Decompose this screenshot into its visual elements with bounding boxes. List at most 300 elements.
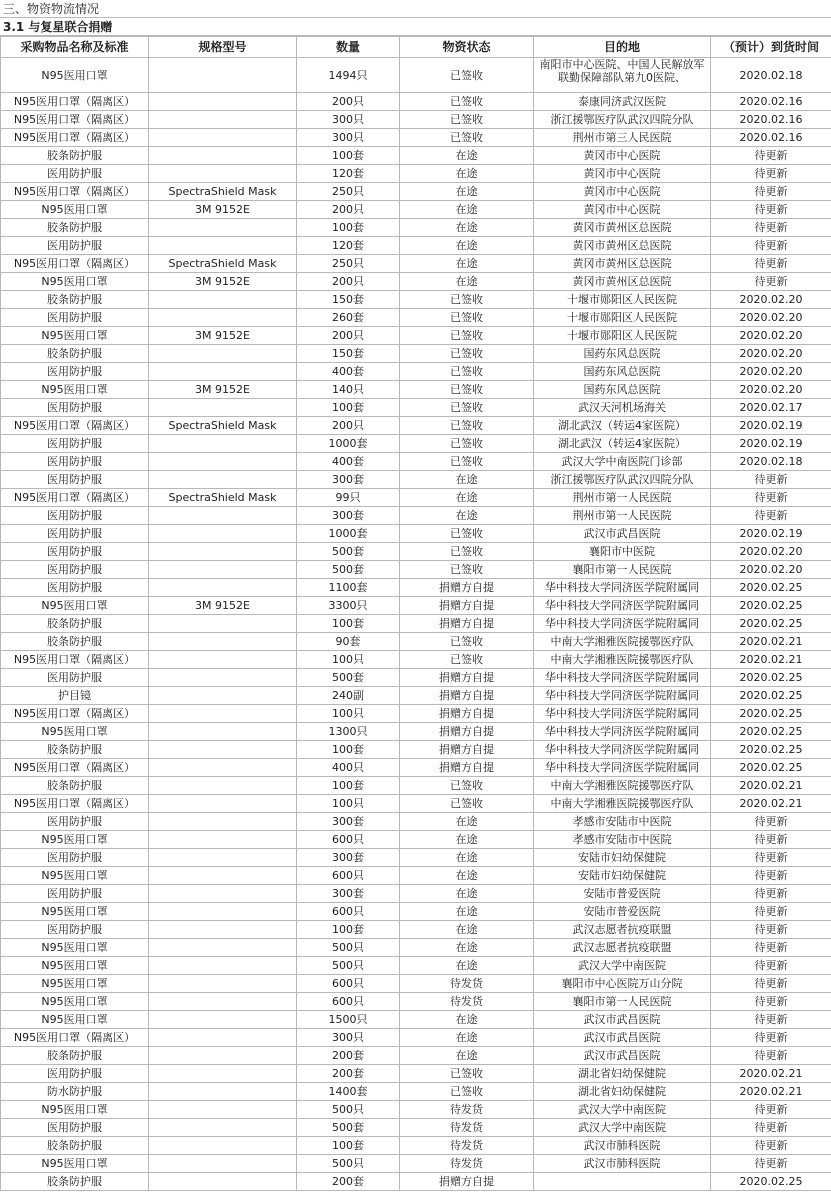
cell-destination: 安陆市普爱医院 — [534, 885, 711, 903]
cell-spec — [149, 939, 297, 957]
cell-destination: 泰康同济武汉医院 — [534, 93, 711, 111]
cell-item: N95医用口罩 — [1, 1011, 149, 1029]
cell-quantity: 1000套 — [297, 525, 400, 543]
cell-item: N95医用口罩（隔离区） — [1, 255, 149, 273]
cell-arrival: 待更新 — [711, 939, 831, 957]
cell-status: 已签收 — [400, 327, 534, 345]
cell-spec: SpectraShield Mask — [149, 489, 297, 507]
cell-item: 胶条防护服 — [1, 777, 149, 795]
cell-spec — [149, 687, 297, 705]
cell-spec — [149, 291, 297, 309]
cell-item: 医用防护服 — [1, 309, 149, 327]
cell-arrival: 2020.02.25 — [711, 1173, 831, 1191]
cell-status: 捐赠方自提 — [400, 687, 534, 705]
table-row — [1, 669, 831, 687]
cell-item: 医用防护服 — [1, 543, 149, 561]
cell-destination: 黄冈市黄州区总医院 — [534, 273, 711, 291]
cell-quantity: 100套 — [297, 741, 400, 759]
cell-arrival: 2020.02.17 — [711, 399, 831, 417]
cell-quantity: 100只 — [297, 795, 400, 813]
cell-destination: 国药东风总医院 — [534, 381, 711, 399]
cell-item: N95医用口罩（隔离区） — [1, 759, 149, 777]
cell-item: 医用防护服 — [1, 579, 149, 597]
cell-status: 已签收 — [400, 363, 534, 381]
cell-arrival: 待更新 — [711, 1047, 831, 1065]
cell-quantity: 120套 — [297, 237, 400, 255]
table-row — [1, 363, 831, 381]
cell-quantity: 600只 — [297, 975, 400, 993]
cell-arrival: 2020.02.25 — [711, 687, 831, 705]
cell-item: 防水防护服 — [1, 1083, 149, 1101]
cell-item: N95医用口罩 — [1, 1155, 149, 1173]
cell-arrival: 待更新 — [711, 885, 831, 903]
cell-quantity: 200只 — [297, 273, 400, 291]
cell-destination: 孝感市安陆市中医院 — [534, 813, 711, 831]
table-row — [1, 273, 831, 291]
cell-destination: 华中科技大学同济医学院附属同 — [534, 687, 711, 705]
table-row — [1, 741, 831, 759]
table-row — [1, 417, 831, 435]
cell-destination: 武汉市武昌医院 — [534, 525, 711, 543]
cell-status: 在途 — [400, 201, 534, 219]
cell-quantity: 300只 — [297, 111, 400, 129]
cell-spec — [149, 741, 297, 759]
cell-item: 胶条防护服 — [1, 219, 149, 237]
cell-destination: 黄冈市黄州区总医院 — [534, 255, 711, 273]
cell-quantity: 260套 — [297, 309, 400, 327]
cell-arrival: 2020.02.25 — [711, 615, 831, 633]
header-quantity: 数量 — [297, 37, 400, 58]
table-header-row — [1, 37, 831, 58]
cell-item: 医用防护服 — [1, 813, 149, 831]
cell-spec — [149, 165, 297, 183]
table-row — [1, 129, 831, 147]
cell-destination: 武汉市肺科医院 — [534, 1137, 711, 1155]
cell-quantity: 1400套 — [297, 1083, 400, 1101]
cell-quantity: 99只 — [297, 489, 400, 507]
cell-arrival: 待更新 — [711, 903, 831, 921]
cell-item: N95医用口罩（隔离区） — [1, 651, 149, 669]
cell-arrival: 2020.02.20 — [711, 381, 831, 399]
cell-status: 在途 — [400, 921, 534, 939]
cell-arrival: 2020.02.21 — [711, 651, 831, 669]
table-row — [1, 471, 831, 489]
cell-item: 胶条防护服 — [1, 1137, 149, 1155]
cell-destination: 安陆市普爱医院 — [534, 903, 711, 921]
table-row — [1, 615, 831, 633]
table-row — [1, 813, 831, 831]
cell-arrival: 待更新 — [711, 201, 831, 219]
cell-destination: 武汉市武昌医院 — [534, 1011, 711, 1029]
logistics-table — [0, 36, 831, 1191]
cell-status: 待发货 — [400, 1101, 534, 1119]
cell-status: 已签收 — [400, 345, 534, 363]
cell-spec — [149, 111, 297, 129]
cell-arrival: 2020.02.16 — [711, 93, 831, 111]
cell-status: 在途 — [400, 237, 534, 255]
cell-spec — [149, 723, 297, 741]
cell-destination: 武汉天河机场海关 — [534, 399, 711, 417]
cell-quantity: 240副 — [297, 687, 400, 705]
cell-spec — [149, 219, 297, 237]
cell-arrival: 待更新 — [711, 1119, 831, 1137]
cell-destination: 华中科技大学同济医学院附属同 — [534, 741, 711, 759]
cell-status: 在途 — [400, 507, 534, 525]
cell-spec — [149, 885, 297, 903]
cell-destination: 武汉市肺科医院 — [534, 1155, 711, 1173]
cell-item: 胶条防护服 — [1, 633, 149, 651]
cell-arrival: 待更新 — [711, 165, 831, 183]
cell-status: 捐赠方自提 — [400, 615, 534, 633]
cell-item: N95医用口罩（隔离区） — [1, 129, 149, 147]
cell-destination: 孝感市安陆市中医院 — [534, 831, 711, 849]
cell-spec — [149, 543, 297, 561]
cell-quantity: 600只 — [297, 867, 400, 885]
cell-spec — [149, 561, 297, 579]
cell-arrival: 待更新 — [711, 831, 831, 849]
cell-status: 已签收 — [400, 435, 534, 453]
table-row — [1, 561, 831, 579]
cell-status: 在途 — [400, 813, 534, 831]
cell-destination: 中南大学湘雅医院援鄂医疗队 — [534, 777, 711, 795]
cell-status: 在途 — [400, 1047, 534, 1065]
cell-arrival: 待更新 — [711, 957, 831, 975]
table-row — [1, 579, 831, 597]
cell-quantity: 300套 — [297, 885, 400, 903]
cell-quantity: 1300只 — [297, 723, 400, 741]
cell-quantity: 150套 — [297, 345, 400, 363]
table-row — [1, 633, 831, 651]
cell-arrival: 2020.02.20 — [711, 327, 831, 345]
cell-spec — [149, 1011, 297, 1029]
cell-destination: 武汉大学中南医院门诊部 — [534, 453, 711, 471]
cell-status: 捐赠方自提 — [400, 759, 534, 777]
cell-arrival: 2020.02.21 — [711, 795, 831, 813]
table-row — [1, 1173, 831, 1191]
cell-quantity: 300只 — [297, 129, 400, 147]
table-row — [1, 777, 831, 795]
cell-arrival: 待更新 — [711, 219, 831, 237]
cell-quantity: 500套 — [297, 669, 400, 687]
cell-status: 在途 — [400, 1011, 534, 1029]
cell-arrival: 待更新 — [711, 1155, 831, 1173]
cell-status: 在途 — [400, 1029, 534, 1047]
cell-destination: 华中科技大学同济医学院附属同 — [534, 705, 711, 723]
cell-spec — [149, 975, 297, 993]
cell-spec — [149, 363, 297, 381]
table-row — [1, 1101, 831, 1119]
cell-status: 在途 — [400, 219, 534, 237]
cell-arrival: 2020.02.18 — [711, 58, 831, 93]
cell-arrival: 2020.02.21 — [711, 1065, 831, 1083]
cell-quantity: 500只 — [297, 1155, 400, 1173]
table-row — [1, 237, 831, 255]
cell-spec — [149, 849, 297, 867]
cell-spec — [149, 651, 297, 669]
cell-spec — [149, 1173, 297, 1191]
cell-arrival: 2020.02.25 — [711, 597, 831, 615]
cell-item: N95医用口罩（隔离区） — [1, 705, 149, 723]
cell-quantity: 200只 — [297, 93, 400, 111]
table-row — [1, 435, 831, 453]
cell-destination: 十堰市郧阳区人民医院 — [534, 291, 711, 309]
cell-item: 医用防护服 — [1, 849, 149, 867]
cell-arrival: 2020.02.20 — [711, 309, 831, 327]
cell-arrival: 2020.02.25 — [711, 723, 831, 741]
cell-item: N95医用口罩 — [1, 58, 149, 93]
table-row — [1, 453, 831, 471]
cell-destination: 湖北省妇幼保健院 — [534, 1065, 711, 1083]
cell-item: N95医用口罩 — [1, 993, 149, 1011]
cell-arrival: 2020.02.20 — [711, 345, 831, 363]
cell-status: 捐赠方自提 — [400, 705, 534, 723]
cell-item: N95医用口罩 — [1, 723, 149, 741]
cell-spec — [149, 1047, 297, 1065]
cell-arrival: 待更新 — [711, 1029, 831, 1047]
cell-destination: 襄阳市第一人民医院 — [534, 561, 711, 579]
cell-item: N95医用口罩 — [1, 939, 149, 957]
cell-status: 已签收 — [400, 1065, 534, 1083]
cell-destination: 中南大学湘雅医院援鄂医疗队 — [534, 795, 711, 813]
cell-quantity: 250只 — [297, 183, 400, 201]
cell-destination: 国药东风总医院 — [534, 363, 711, 381]
cell-destination: 黄冈市黄州区总医院 — [534, 237, 711, 255]
cell-quantity: 500套 — [297, 1119, 400, 1137]
cell-destination: 黄冈市中心医院 — [534, 183, 711, 201]
cell-status: 在途 — [400, 471, 534, 489]
cell-destination: 十堰市郧阳区人民医院 — [534, 327, 711, 345]
cell-status: 已签收 — [400, 58, 534, 93]
cell-destination: 国药东风总医院 — [534, 345, 711, 363]
cell-spec: SpectraShield Mask — [149, 417, 297, 435]
cell-destination: 华中科技大学同济医学院附属同 — [534, 579, 711, 597]
cell-spec — [149, 813, 297, 831]
cell-spec — [149, 1101, 297, 1119]
cell-status: 待发货 — [400, 1137, 534, 1155]
table-row — [1, 795, 831, 813]
table-row — [1, 1047, 831, 1065]
cell-item: N95医用口罩 — [1, 597, 149, 615]
table-row — [1, 957, 831, 975]
cell-spec — [149, 795, 297, 813]
table-row — [1, 1119, 831, 1137]
cell-arrival: 2020.02.21 — [711, 1083, 831, 1101]
cell-arrival: 2020.02.21 — [711, 633, 831, 651]
cell-item: N95医用口罩 — [1, 957, 149, 975]
cell-arrival: 待更新 — [711, 975, 831, 993]
cell-quantity: 100套 — [297, 1137, 400, 1155]
cell-destination: 十堰市郧阳区人民医院 — [534, 309, 711, 327]
cell-status: 在途 — [400, 957, 534, 975]
cell-quantity: 500只 — [297, 957, 400, 975]
cell-item: 医用防护服 — [1, 453, 149, 471]
cell-arrival: 2020.02.20 — [711, 363, 831, 381]
cell-arrival: 待更新 — [711, 489, 831, 507]
cell-status: 在途 — [400, 885, 534, 903]
cell-arrival: 2020.02.25 — [711, 741, 831, 759]
table-row — [1, 597, 831, 615]
cell-status: 待发货 — [400, 993, 534, 1011]
cell-item: 医用防护服 — [1, 237, 149, 255]
cell-arrival: 待更新 — [711, 1101, 831, 1119]
header-destination: 目的地 — [534, 37, 711, 58]
cell-destination: 武汉志愿者抗疫联盟 — [534, 939, 711, 957]
cell-destination: 荆州市第一人民医院 — [534, 489, 711, 507]
cell-status: 已签收 — [400, 543, 534, 561]
cell-spec — [149, 399, 297, 417]
table-row — [1, 1083, 831, 1101]
cell-status: 已签收 — [400, 381, 534, 399]
table-row — [1, 903, 831, 921]
cell-quantity: 400只 — [297, 759, 400, 777]
cell-spec — [149, 309, 297, 327]
cell-item: 医用防护服 — [1, 471, 149, 489]
cell-item: 医用防护服 — [1, 363, 149, 381]
table-row — [1, 1137, 831, 1155]
cell-status: 已签收 — [400, 453, 534, 471]
cell-quantity: 500套 — [297, 543, 400, 561]
cell-item: N95医用口罩 — [1, 867, 149, 885]
cell-item: 医用防护服 — [1, 435, 149, 453]
table-row — [1, 489, 831, 507]
table-row — [1, 255, 831, 273]
table-row — [1, 345, 831, 363]
cell-status: 已签收 — [400, 651, 534, 669]
cell-arrival: 待更新 — [711, 507, 831, 525]
cell-status: 在途 — [400, 183, 534, 201]
cell-spec — [149, 471, 297, 489]
cell-arrival: 2020.02.19 — [711, 435, 831, 453]
cell-arrival: 待更新 — [711, 471, 831, 489]
cell-destination: 华中科技大学同济医学院附属同 — [534, 669, 711, 687]
cell-status: 在途 — [400, 255, 534, 273]
cell-item: 胶条防护服 — [1, 615, 149, 633]
cell-arrival: 2020.02.20 — [711, 543, 831, 561]
table-row — [1, 1011, 831, 1029]
table-row — [1, 165, 831, 183]
cell-quantity: 1000套 — [297, 435, 400, 453]
section-title: 三、物资物流情况 — [0, 0, 831, 18]
cell-item: 医用防护服 — [1, 921, 149, 939]
cell-item: 护目镜 — [1, 687, 149, 705]
cell-destination: 黄冈市中心医院 — [534, 165, 711, 183]
cell-item: N95医用口罩 — [1, 327, 149, 345]
cell-item: 胶条防护服 — [1, 1047, 149, 1065]
cell-arrival: 待更新 — [711, 273, 831, 291]
cell-quantity: 300只 — [297, 1029, 400, 1047]
cell-quantity: 200套 — [297, 1173, 400, 1191]
cell-arrival: 2020.02.18 — [711, 453, 831, 471]
cell-arrival: 2020.02.21 — [711, 777, 831, 795]
cell-status: 在途 — [400, 867, 534, 885]
cell-destination — [534, 58, 711, 93]
cell-destination: 中南大学湘雅医院援鄂医疗队 — [534, 651, 711, 669]
cell-status: 已签收 — [400, 795, 534, 813]
cell-destination: 湖北武汉（转运4家医院） — [534, 435, 711, 453]
cell-status: 在途 — [400, 165, 534, 183]
table-row — [1, 867, 831, 885]
cell-status: 待发货 — [400, 1155, 534, 1173]
cell-quantity: 100套 — [297, 399, 400, 417]
table-row — [1, 1155, 831, 1173]
cell-item: 胶条防护服 — [1, 1173, 149, 1191]
table-row — [1, 58, 831, 93]
table-row — [1, 831, 831, 849]
cell-spec — [149, 957, 297, 975]
table-row — [1, 327, 831, 345]
cell-quantity: 500只 — [297, 1101, 400, 1119]
cell-item: N95医用口罩（隔离区） — [1, 93, 149, 111]
cell-quantity: 200套 — [297, 1065, 400, 1083]
cell-quantity: 200只 — [297, 417, 400, 435]
cell-item: N95医用口罩（隔离区） — [1, 795, 149, 813]
cell-arrival: 2020.02.19 — [711, 525, 831, 543]
cell-spec — [149, 759, 297, 777]
cell-quantity: 300套 — [297, 471, 400, 489]
cell-arrival: 待更新 — [711, 813, 831, 831]
cell-arrival: 待更新 — [711, 147, 831, 165]
cell-status: 已签收 — [400, 1083, 534, 1101]
cell-status: 在途 — [400, 831, 534, 849]
cell-spec — [149, 93, 297, 111]
cell-quantity: 200只 — [297, 201, 400, 219]
cell-arrival: 待更新 — [711, 237, 831, 255]
cell-spec: SpectraShield Mask — [149, 255, 297, 273]
cell-quantity: 100只 — [297, 651, 400, 669]
cell-item: 医用防护服 — [1, 669, 149, 687]
cell-spec — [149, 1137, 297, 1155]
table-row — [1, 381, 831, 399]
cell-item: 医用防护服 — [1, 1065, 149, 1083]
cell-status: 捐赠方自提 — [400, 579, 534, 597]
cell-spec — [149, 1083, 297, 1101]
cell-quantity: 300套 — [297, 849, 400, 867]
cell-spec: 3M 9152E — [149, 597, 297, 615]
cell-item: N95医用口罩（隔离区） — [1, 417, 149, 435]
cell-arrival: 待更新 — [711, 255, 831, 273]
cell-status: 在途 — [400, 273, 534, 291]
cell-quantity: 600只 — [297, 993, 400, 1011]
cell-quantity: 100套 — [297, 147, 400, 165]
cell-status: 在途 — [400, 489, 534, 507]
cell-quantity: 100套 — [297, 219, 400, 237]
subsection-title: 3.1 与复星联合捐赠 — [0, 18, 831, 36]
table-body — [1, 58, 831, 1191]
header-spec: 规格型号 — [149, 37, 297, 58]
table-row — [1, 975, 831, 993]
cell-status: 已签收 — [400, 399, 534, 417]
table-row — [1, 849, 831, 867]
cell-quantity: 100套 — [297, 777, 400, 795]
cell-spec — [149, 129, 297, 147]
cell-arrival: 待更新 — [711, 993, 831, 1011]
cell-item: 医用防护服 — [1, 399, 149, 417]
cell-quantity: 400套 — [297, 363, 400, 381]
cell-item: 胶条防护服 — [1, 345, 149, 363]
cell-spec — [149, 615, 297, 633]
table-row — [1, 759, 831, 777]
cell-item: N95医用口罩 — [1, 1101, 149, 1119]
cell-arrival: 2020.02.25 — [711, 759, 831, 777]
cell-arrival: 2020.02.16 — [711, 111, 831, 129]
cell-quantity: 250只 — [297, 255, 400, 273]
cell-quantity: 1100套 — [297, 579, 400, 597]
cell-status: 已签收 — [400, 129, 534, 147]
table-row — [1, 705, 831, 723]
cell-status: 已签收 — [400, 93, 534, 111]
cell-destination: 安陆市妇幼保健院 — [534, 867, 711, 885]
cell-spec — [149, 669, 297, 687]
